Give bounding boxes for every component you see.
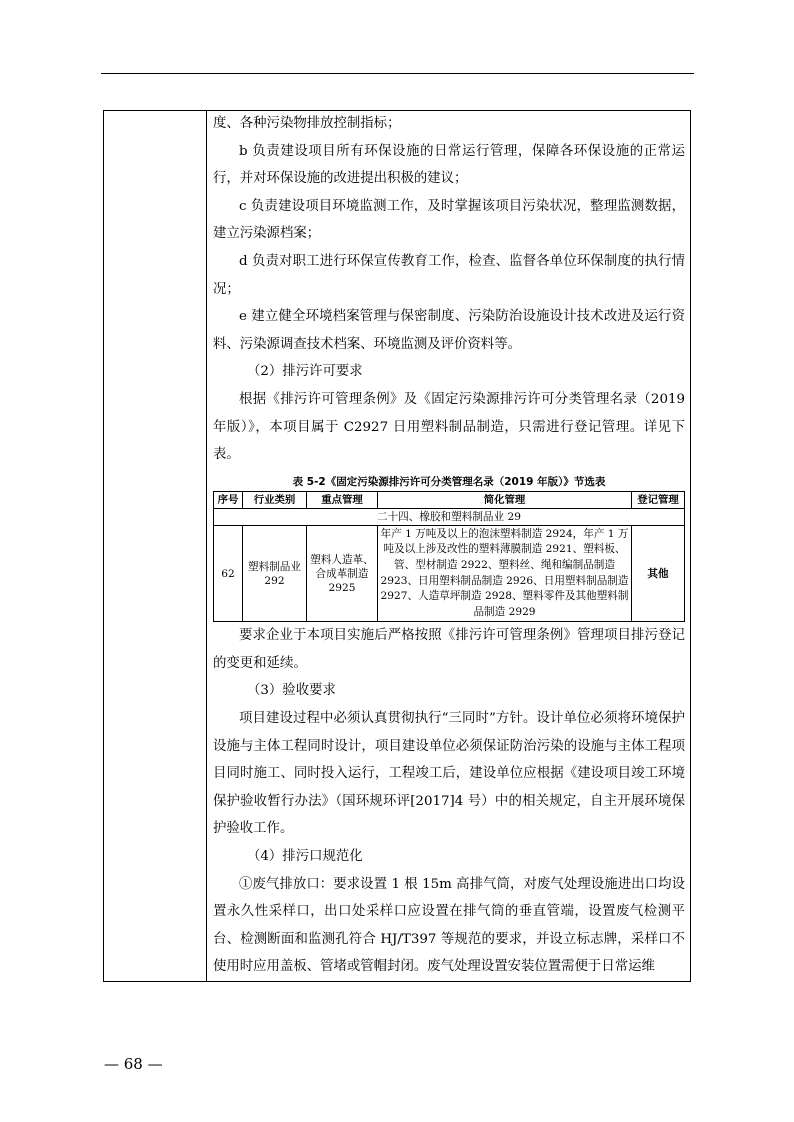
- paragraph: c 负责建设项目环境监测工作，及时掌握该项目污染状况，整理监测数据，建立污染源档案；: [213, 198, 685, 242]
- header-rule: [101, 73, 694, 74]
- header-cell: 登记管理: [632, 491, 685, 508]
- registration-management-cell: 其他: [632, 525, 685, 622]
- paragraph: 根据《排污许可管理条例》及《固定污染源排污许可分类管理名录（2019年版）》，本项目属于 C2927 日用塑料制品制造，只需进行登记管理。详见下表。: [213, 391, 685, 463]
- paragraph: b 负责建设项目所有环保设施的日常运行管理，保障各环保设施的正常运行，并对环保设施的改进提出积极的建议；: [213, 143, 685, 187]
- header-cell: 行业类别: [243, 491, 307, 508]
- paragraph: ①废气排放口：要求设置 1 根 15m 高排气筒，对废气处理设施进出口均设置永久性采样口，出口处采样口应设置在排气筒的垂直管端，设置废气检测平台、检测断面和监测孔符合 HJ/T397 等规范的要求，并设立标志牌，采样口不使用时应用盖板、管堵或管帽封闭。废气处理设置安装位置需便于日常运维: [213, 876, 685, 975]
- section-heading: （4）排污口规范化: [247, 849, 363, 865]
- table-caption: 表 5-2《固定污染源排污许可分类管理名录（2019 年版）》节选表: [292, 475, 606, 488]
- table-section-row: [214, 508, 685, 525]
- table-row: [214, 525, 685, 622]
- key-management-cell: 塑料人造革、合成革制造 2925: [307, 525, 378, 622]
- table-header-row: [214, 491, 685, 508]
- paragraph: d 负责对职工进行环保宣传教育工作，检查、监督各单位环保制度的执行情况；: [213, 253, 685, 297]
- paragraph: e 建立健全环境档案管理与保密制度、污染防治设施设计技术改进及运行资料、污染源调查技术档案、环境监测及评价资料等。: [213, 309, 685, 352]
- simplified-management-cell: 年产 1 万吨及以上的泡沫塑料制造 2924，年产 1 万吨及以上涉及改性的塑料薄膜制造 2921、塑料板、管、型材制造 2922、塑料丝、绳和编制品制造 2923、日用塑料制品制造 2926、日用塑料制品制造 2927、人造草坪制造 2928、塑料零件及其他塑料制品制造 2929: [378, 525, 632, 622]
- main-text: [213, 110, 685, 980]
- paragraph: 度、各种污染物排放控制指标；: [213, 116, 401, 131]
- permit-table: [213, 491, 685, 623]
- section-heading: （2）排污许可要求: [247, 364, 363, 380]
- column-divider: [206, 110, 207, 982]
- industry-cell: 塑料制品业 292: [243, 525, 307, 622]
- paragraph: 项目建设过程中必须认真贯彻执行“三同时”方针。设计单位必须将环境保护设施与主体工程同时设计，项目建设单位必须保证防治污染的设施与主体工程项目同时施工、同时投入运行，工程竣工后，建设单位应根据《建设项目竣工环境保护验收暂行办法》（国环规环评[2017]4 号）中的相关规定，自主开展环境保护验收工作。: [213, 711, 685, 837]
- page-number: — 68 —: [104, 1055, 163, 1073]
- paragraph: 要求企业于本项目实施后严格按照《排污许可管理条例》管理项目排污登记的变更和延续。: [213, 628, 685, 671]
- header-cell: 简化管理: [378, 491, 632, 508]
- header-cell: 重点管理: [307, 491, 378, 508]
- section-heading: （3）验收要求: [247, 683, 336, 699]
- section-cell: 二十四、橡胶和塑料制品业 29: [214, 508, 685, 525]
- header-cell: 序号: [214, 491, 243, 508]
- row-number-cell: 62: [214, 525, 243, 622]
